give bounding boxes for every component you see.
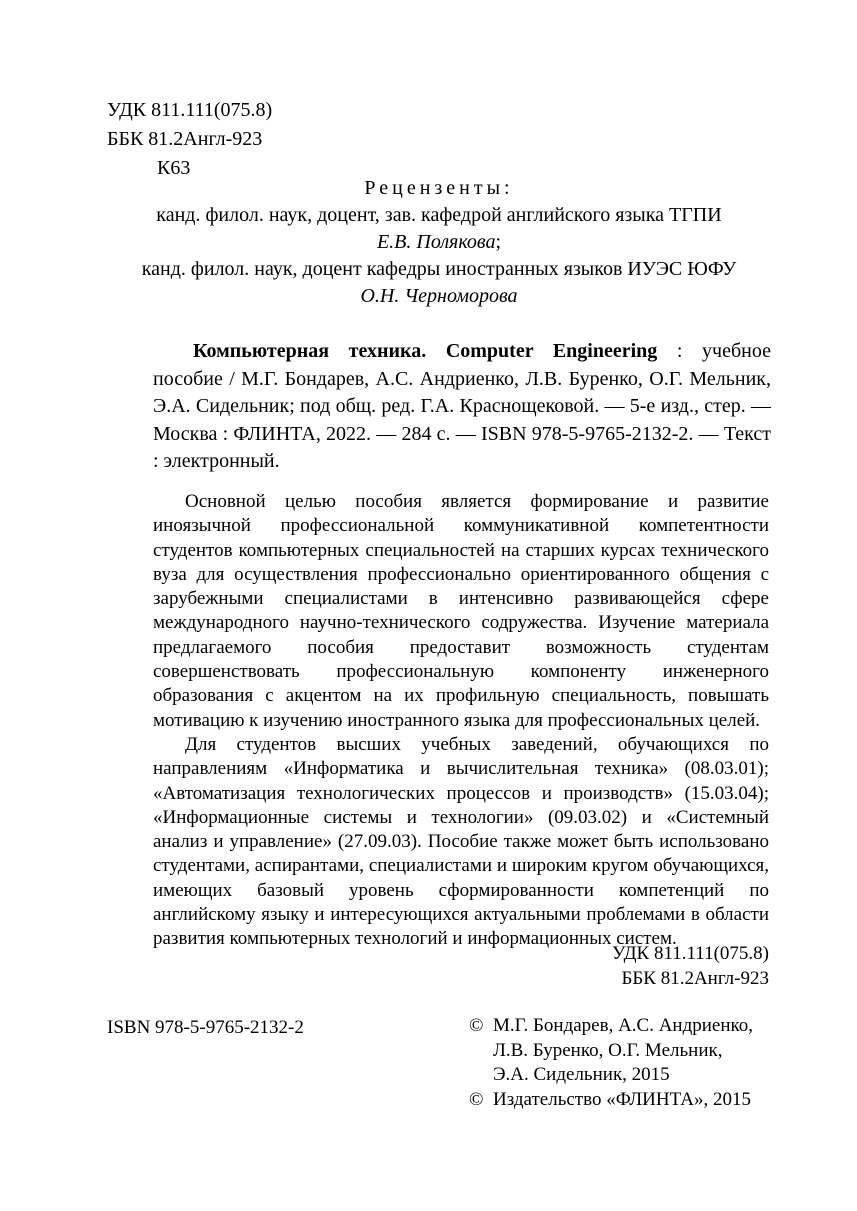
bbk-code-right: ББК 81.2Англ-923 [621,967,769,989]
book-title: Компьютерная техника. Computer Engineering [193,340,658,362]
copyright-authors-3: Э.А. Сидельник, 2015 [493,1064,670,1085]
reviewer2-name: О.Н. Черноморова [360,285,518,307]
copyright-symbol-2: © [469,1088,484,1110]
udk-code-right: УДК 811.111(075.8) [612,943,769,964]
udk-code: УДК 811.111(075.8) [107,99,273,121]
copyright-authors-line-1 [469,1014,753,1039]
bbk-code: ББК 81.2Англ-923 [107,128,263,150]
copyright-publisher-line [469,1088,753,1113]
reviewers-block [107,175,771,310]
reviewer1-separator: ; [495,231,502,253]
bibliographic-details: : учебное пособие / М.Г. Бондарев, А.С. Андриенко, Л.В. Буренко, О.Г. Мельник, Э.А. Сидельник; под общ. ред. Г.А. Краснощековой. — 5-е изд., стер. — Москва : ФЛИНТА, 2022. — 284 с. — ISBN 978-5-9765-2132-2. — Текст : электронный. [153,340,771,472]
copyright-authors-2: Л.В. Буренко, О.Г. Мельник, [493,1039,723,1061]
abstract-paragraph-1: Основной целью пособия является формирование и развитие иноязычной профессиональной коммуникативной компетентности студентов компьютерных специальностей на старших курсах технического вуза для осуществления профессионально ориентированного общения с зарубежными специалистами в интенсивно развивающейся сфере международного научно-технического содружества. Изучение материала предлагаемого пособия предоставит возможность студентам совершенствовать профессиональную компоненту инженерного образования с акцентом на их профильную специальность, повышать мотивацию к изучению иностранного языка для профессиональных целей. [153,491,769,731]
copyright-symbol: © [469,1015,484,1036]
reviewer1-position: канд. филол. наук, доцент, зав. кафедрой английского языка ТГПИ [156,204,722,226]
reviewer1-name: Е.В. Полякова [376,231,496,253]
reviewers-heading: Рецензенты: [364,177,514,199]
copyright-authors-1: М.Г. Бондарев, А.С. Андриенко, [493,1015,754,1036]
udc-classification-right [612,942,769,991]
udc-classification-block [107,96,272,183]
author-mark: К63 [157,157,191,179]
bibliographic-text [153,338,771,476]
isbn-number: ISBN 978-5-9765-2132-2 [107,1017,304,1038]
abstract [153,490,769,952]
copyright-block [469,1014,753,1112]
copyright-publisher: Издательство «ФЛИНТА», 2015 [493,1088,751,1110]
abstract-paragraph-2: Для студентов высших учебных заведений, обучающихся по направлениям «Информатика и вычислительная техника» (08.03.01); «Автоматизация технологических процессов и производств» (15.03.04); «Информационные системы и технологии» (09.03.02) и «Системный анализ и управление» (27.09.03). Пособие также может быть использовано студентами, аспирантами, специалистами и широким кругом обучающихся, имеющих базовый уровень сформированности компетенций по английскому языку и интересующихся актуальными проблемами в области развития компьютерных технологий и информационных систем. [153,733,769,950]
reviewer2-position: канд. филол. наук, доцент кафедры иностранных языков ИУЭС ЮФУ [141,258,737,280]
reviewer1-line [107,229,771,256]
bibliographic-record [153,338,771,476]
